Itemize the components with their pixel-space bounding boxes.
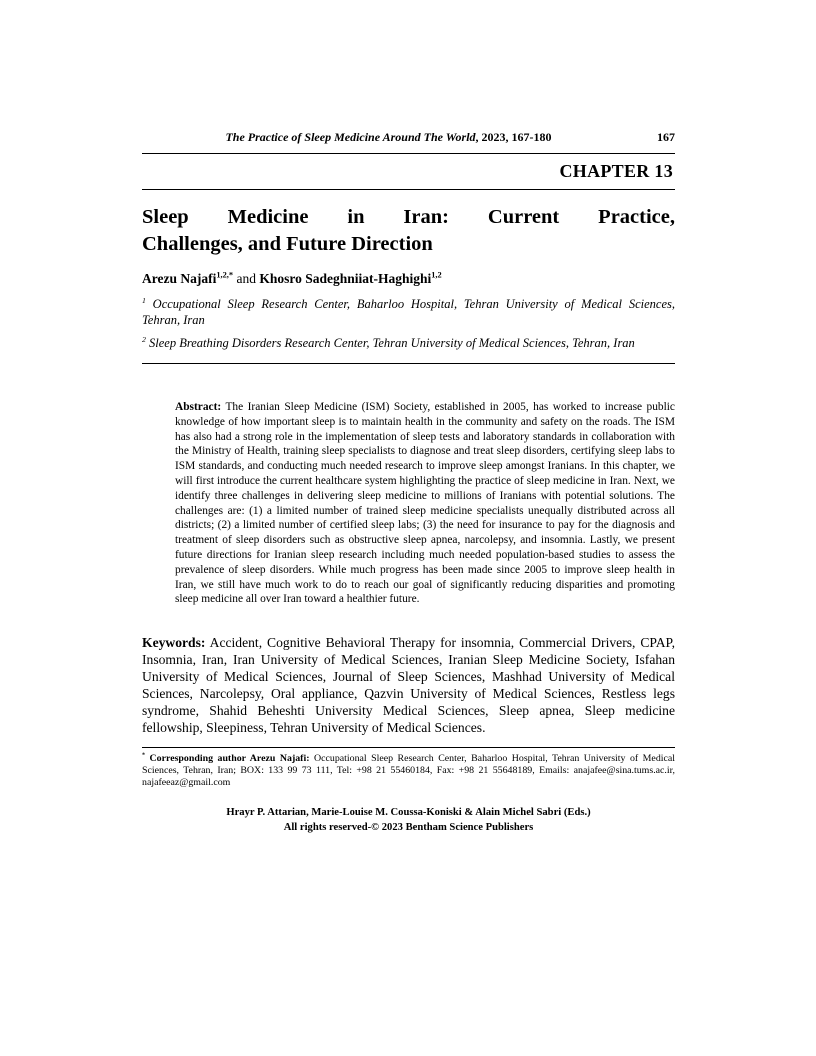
- abstract-label: Abstract:: [175, 401, 222, 413]
- affiliation-1-text: Occupational Sleep Research Center, Baharloo Hospital, Tehran University of Medical Sciences, Tehran, Iran: [142, 297, 675, 327]
- keywords-text: Accident, Cognitive Behavioral Therapy for insomnia, Commercial Drivers, CPAP, Insomnia, Iran, Iran University of Medical Sciences, Iranian Sleep Medicine Society, Isfahan University of Medical Sciences, Journal of Sleep Sciences, Mashhad University of Medical Sciences, Narcolepsy, Oral appliance, Qazvin University of Medical Sciences, Restless legs syndrome, Shahid Beheshti University Medical Sciences, Sleep apnea, Sleep medicine fellowship, Sleepiness, Tehran University of Medical Sciences.: [142, 635, 675, 736]
- keywords-label: Keywords:: [142, 635, 206, 651]
- authors-connector: and: [233, 271, 260, 286]
- corresponding-author-footnote: [142, 747, 675, 789]
- running-title-rest: , 2023, 167-180: [475, 130, 552, 144]
- chapter-label: CHAPTER 13: [142, 154, 675, 190]
- page-number: 167: [657, 130, 675, 144]
- affiliation-2: [142, 335, 675, 351]
- footer-editors: Hrayr P. Attarian, Marie-Louise M. Coussa-Koniski & Alain Michel Sabri (Eds.): [226, 807, 591, 819]
- authors-line: [142, 271, 675, 287]
- affiliations: [142, 296, 675, 364]
- article-title-line-2: Challenges, and Future Direction: [142, 233, 433, 255]
- footer-rights: All rights reserved-© 2023 Bentham Science Publishers: [283, 821, 534, 833]
- affiliation-2-text: Sleep Breathing Disorders Research Center, Tehran University of Medical Sciences, Tehran, Iran: [145, 336, 635, 350]
- page-footer: [142, 806, 675, 835]
- running-title: [142, 130, 635, 145]
- author-2-superscript: 1,2: [431, 270, 442, 280]
- affiliation-1-marker: 1: [142, 295, 146, 305]
- keywords: [142, 634, 675, 736]
- article-title: [142, 204, 675, 258]
- footnote-marker: *: [142, 752, 146, 759]
- author-1-name: Arezu Najafi: [142, 271, 217, 286]
- abstract-text: The Iranian Sleep Medicine (ISM) Society, established in 2005, has worked to increase public knowledge of how important sleep is to maintain health in the community and safety on the roads. The ISM has also had a strong role in the implementation of sleep tests and laboratory standards in collaboration with the Ministry of Health, training sleep specialists to diagnose and treat sleep disorders, certifying sleep labs to ISM standards, and conducting much needed research to improve sleep amongst Iranians. In this chapter, we will first introduce the current healthcare system highlighting the practice of sleep medicine in Iran. Next, we identify three challenges in delivering sleep medicine to millions of Iranians with potential solutions. The challenges are: (1) a limited number of trained sleep medicine specialists unequally distributed across all districts; (2) a limited number of certified sleep labs; (3) the need for insurance to pay for the diagnosis and treatment of sleep disorders such as obstructive sleep apnea, narcolepsy, and insomnia. Lastly, we present future directions for Iranian sleep research including much needed population-based studies to assess the prevalence of sleep disorders. While much progress has been made since 2005 to improve sleep health in Iran, we still have much work to do to reach our goal of significantly reducing disparities and promoting sleep medicine all over Iran toward a healthier future.: [175, 401, 675, 606]
- affiliation-2-marker: 2: [142, 334, 146, 344]
- running-header: [142, 130, 675, 154]
- abstract: [175, 400, 675, 607]
- footnote-bold: Corresponding author Arezu Najafi:: [145, 753, 310, 765]
- author-2-name: Khosro Sadeghniiat-Haghighi: [259, 271, 432, 286]
- running-title-book: The Practice of Sleep Medicine Around The World: [225, 130, 476, 144]
- affiliation-1: [142, 296, 675, 328]
- footnote-text: Occupational Sleep Research Center, Baharloo Hospital, Tehran University of Medical Sciences, Tehran, Iran; BOX: 133 99 73 111, Tel: +98 21 55460184, Fax: +98 21 55648189, Emails: anajafee@sina.tums.ac.ir, najafeeaz@gmail.com: [142, 753, 676, 789]
- author-1-superscript: 1,2,*: [216, 270, 234, 280]
- article-title-line-1: Sleep Medicine in Iran: Current Practice,: [142, 206, 675, 228]
